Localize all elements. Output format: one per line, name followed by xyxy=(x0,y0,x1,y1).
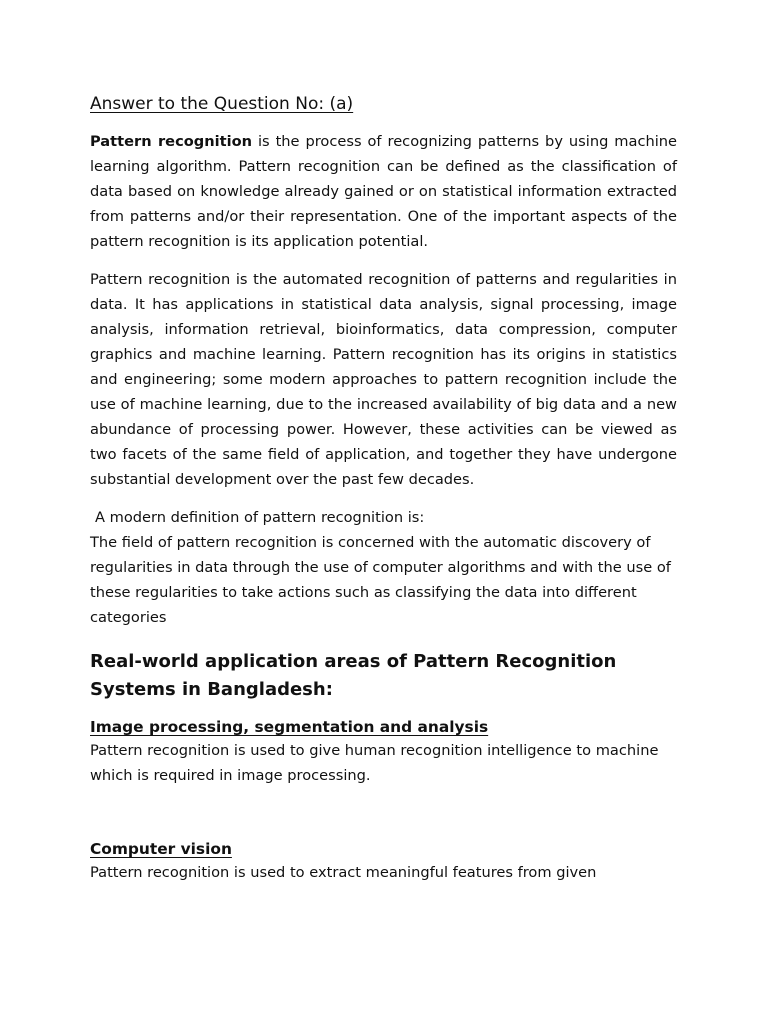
section-title: Real-world application areas of Pattern Recognition Systems in Bangladesh: xyxy=(90,651,617,700)
definition-body: The field of pattern recognition is concerned with the automatic discovery of regularities in data through the use of computer algorithms and with the use of these regularities to take actions such as classifying the data into different categories xyxy=(90,534,671,626)
application-title-image-processing: Image processing, segmentation and analysis xyxy=(90,718,489,736)
paragraph-text: is the process of recognizing patterns by using machine learning algorithm. Pattern recognition can be defined as the classification of data based on knowledge already gained or on statistical information extracted from patterns and/or their representation. One of the important aspects of the pattern recognition is its application potential. xyxy=(90,133,677,250)
application-text-image-processing: Pattern recognition is used to give human recognition intelligence to machine which is required in image processing. xyxy=(90,742,659,784)
spacer xyxy=(90,788,677,838)
application-text-computer-vision: Pattern recognition is used to extract meaningful features from given xyxy=(90,864,597,881)
application-title-computer-vision: Computer vision xyxy=(90,840,232,858)
document-page xyxy=(90,92,677,885)
question-heading: Answer to the Question No: (a) xyxy=(90,94,354,114)
paragraph-pattern-recognition-intro xyxy=(90,129,677,254)
definition-intro: A modern definition of pattern recognition is: xyxy=(95,509,425,526)
bold-term: Pattern recognition xyxy=(90,133,252,150)
paragraph-pattern-recognition-automated: Pattern recognition is the automated recognition of patterns and regularities in data. It has applications in statistical data analysis, signal processing, image analysis, information retrieval, bioinformatics, data compression, computer graphics and machine learning. Pattern recognition has its origins in statistics and engineering; some modern approaches to pattern recognition include the use of machine learning, due to the increased availability of big data and a new abundance of processing power. However, these activities can be viewed as two facets of the same field of application, and together they have undergone substantial development over the past few decades. xyxy=(90,271,677,488)
